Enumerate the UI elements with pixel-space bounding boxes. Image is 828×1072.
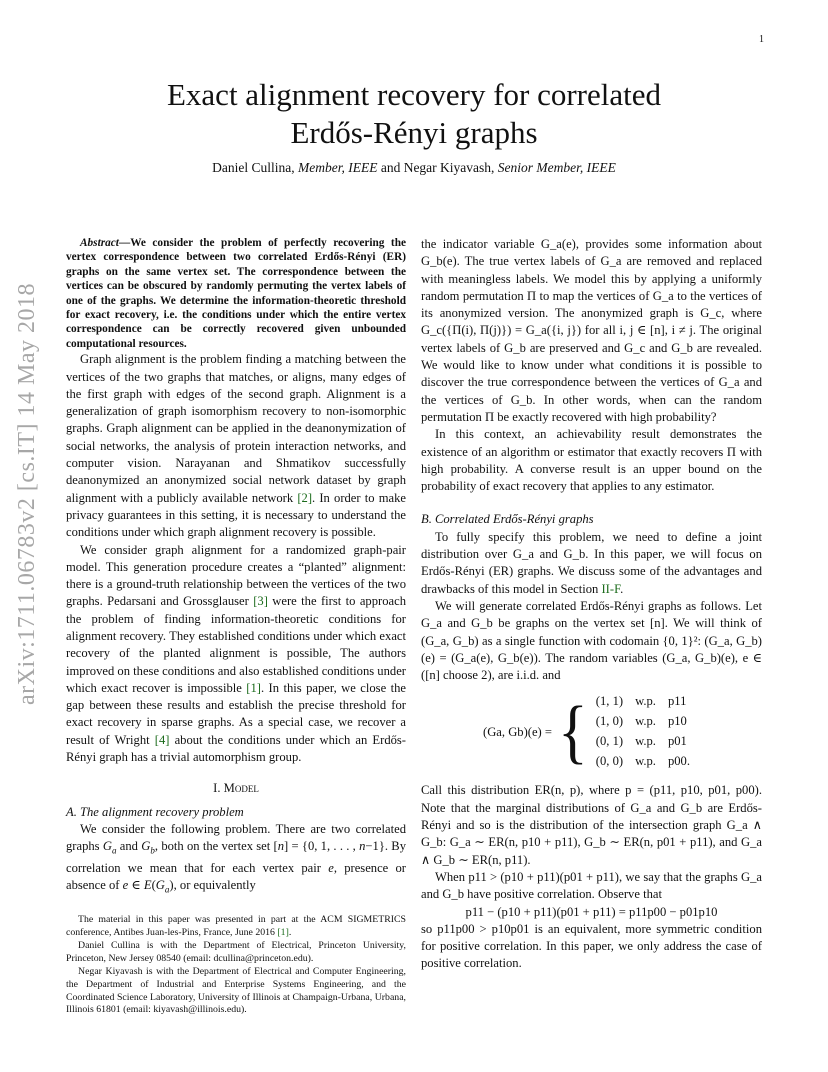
case-wp: w.p. — [635, 754, 656, 769]
text-run: We consider graph alignment for a randomized graph-pair model. This generation procedure creates a “planted” alignment: there is a ground-truth relationship between the vertices of the two graphs. Pedarsani and Grossglauser — [66, 542, 406, 609]
text-run: −1}. By correlation we mean that for each vertex pair — [66, 839, 406, 876]
right-paragraph-6: When p11 > (p10 + p11)(p01 + p11), we say that the graphs G_a and G_b have positive correlation. Observe that — [421, 869, 762, 902]
right-paragraph-2: In this context, an achievability result demonstrates the existence of an algorithm or estimator that exactly recovers Π with high probability. A converse result is an upper bound on the probability of exact recovery that applies to any estimator. — [421, 427, 762, 494]
right-paragraph-3 — [421, 529, 762, 598]
left-brace: { — [558, 693, 588, 772]
author-line — [0, 160, 828, 176]
text-run: ( — [151, 878, 156, 893]
section-heading: I. Model — [213, 781, 259, 796]
abstract — [66, 236, 406, 351]
text-run: Graph alignment is the problem finding a matching between the vertices of the two graphs that matches, or aligns, many edges of the first graph with edges of the second graph. Alignment is a generalization of graph isomorphism recovery to non-isomorphic graphs. Graph alignment can be applied in the deanonymization of social networks, the analysis of protein interaction networks, and computer vision. Narayanan and Shmatikov successfully deanonymized an anonymized social network dataset by graph alignment with a publicly available network — [66, 352, 406, 505]
abstract-text: —We consider the problem of perfectly recovering the vertex correspondence between two correlated Erdős-Rényi (ER) graphs on the same vertex set. The correspondence between the vertices can be obscured by randomly permuting the vertex labels of one of the graphs. We determine the information-theoretic threshold for exact recovery, i.e. the conditions under which the entire vertex correspondence can be correctly recovered given unbounded computational resources. — [66, 237, 406, 350]
footnote-3: Negar Kiyavash is with the Department of Electrical and Computer Engineering, the Department of Industrial and Enterprise Systems Engineering, and the Coordinated Science Laboratory, University of Illinois at Champaign-Urbana, Urbana, Illinois 61801 (email: kiyavash@illinois.edu). — [66, 966, 406, 1016]
title-line-2: Erdős-Rényi graphs — [290, 115, 538, 150]
cases-table — [594, 692, 700, 772]
case-wp: w.p. — [635, 714, 656, 729]
case-value: (1, 0) — [595, 714, 624, 729]
case-value: (1, 1) — [595, 694, 624, 709]
case-wp: w.p. — [635, 694, 656, 709]
case-prob: p11 — [667, 694, 687, 709]
abstract-label: Abstract — [80, 237, 119, 249]
model-paragraph: We consider the following problem. There are two correlated graphs $G_a$ and $G_b$, both on the vertex set [n] = {0, 1, . . . , n−1}. By correlation we mean that for each vertex pair e, presence or absence of e ∈ $E(G_a)$, or equivalently — [66, 821, 407, 895]
text-run: We consider the following problem. There are two correlated graphs — [66, 821, 406, 854]
case-prob: p10 — [667, 714, 687, 729]
footnotes — [66, 914, 406, 1018]
intro-paragraph-2 — [66, 542, 406, 767]
author-2: and Negar Kiyavash, — [380, 160, 495, 175]
author-1-role: Member, IEEE — [297, 160, 378, 175]
text-run: To fully specify this problem, we need to define a joint distribution over G_a and G_b. In this paper, we will focus on Erdős-Rényi (ER) graphs. We discuss some of the advantages and drawbacks of this model in Section — [421, 529, 762, 596]
case-wp: w.p. — [635, 734, 656, 749]
title-line-1: Exact alignment recovery for correlated — [166, 77, 662, 112]
page-number: 1 — [759, 34, 764, 45]
case-row — [594, 712, 700, 732]
citation-link[interactable]: [4] — [154, 732, 170, 747]
right-column — [421, 236, 762, 973]
citation-link[interactable]: [1] — [277, 926, 289, 938]
text-run: . — [288, 926, 292, 938]
case-row — [594, 752, 700, 772]
case-prob: p00. — [667, 754, 690, 769]
text-run: , both on the vertex set [ — [154, 839, 278, 854]
author-2-role: Senior Member, IEEE — [497, 160, 616, 175]
text-run: The material in this paper was presented in part at the ACM SIGMETRICS conference, Antibes Juan-les-Pins, France, June 2016 — [66, 914, 406, 938]
text-run: ), or equivalently — [169, 878, 256, 893]
right-paragraph-7: so p11p00 > p10p01 is an equivalent, more symmetric condition for positive correlation. In this paper, we only address the case of positive correlation. — [421, 921, 762, 971]
equation-lhs: (Ga, Gb)(e) = — [483, 724, 553, 739]
case-row — [594, 732, 700, 752]
case-row — [594, 692, 700, 712]
footnote-1 — [66, 914, 406, 939]
text-run: about the conditions under which an Erdős-Rényi graph has a trivial automorphism group. — [66, 732, 407, 765]
footnote-2: Daniel Cullina is with the Department of Electrical, Princeton University, Princeton, New Jersey 08540 (email: dcullina@princeton.edu). — [66, 940, 406, 964]
text-run: were the first to approach the problem of finding information-theoretic conditions for alignment recovery. They established conditions under which exact recovery of the planted alignment is possible, The authors improved on these conditions and also established conditions under which exact recover is impossible — [66, 594, 406, 695]
subsection-heading: A. The alignment recovery problem — [66, 804, 244, 819]
distribution-equation — [421, 692, 762, 772]
text-run: . — [620, 581, 624, 596]
author-1: Daniel Cullina, — [212, 160, 295, 175]
case-prob: p01 — [667, 734, 687, 749]
citation-link[interactable]: [1] — [246, 680, 261, 695]
text-run: ] = {0, 1, . . . , — [284, 839, 360, 854]
arxiv-stamp[interactable] — [6, 250, 50, 710]
citation-link[interactable]: [3] — [253, 594, 268, 609]
left-column — [66, 236, 406, 899]
text-run: . In this paper, we close the gap between these results and establish the precise threshold for exact recovery in sparse graphs. As a special case, we recover a result of Wright — [66, 680, 406, 747]
text-run: . In order to make privacy guarantees in this setting, it is necessary to understand the conditions under which graph alignment recovery is possible. — [66, 490, 407, 540]
arxiv-stamp-text[interactable]: arXiv:1711.06783v2 [cs.IT] 14 May 2018 — [14, 282, 40, 705]
intro-paragraph-1 — [66, 351, 406, 541]
text-run: ∈ — [128, 878, 144, 893]
section-link[interactable]: II-F — [601, 581, 621, 596]
text-run: , presence or absence of — [66, 861, 407, 893]
right-paragraph-5: Call this distribution ER(n, p), where p = (p11, p10, p01, p00). Note that the marginal distributions of G_a and G_b are Erdős-Rényi and so is the distribution of the intersection graph G_a ∧ G_b: G_a ∼ ER(n, p10 + p11), G_b ∼ ER(n, p01 + p11), and G_a ∧ G_b ∼ ER(n, p11). — [421, 783, 762, 867]
paper-title — [0, 76, 828, 152]
right-paragraph-4: We will generate correlated Erdős-Rényi graphs as follows. Let G_a and G_b be graphs on the vertex set [n]. We will think of (G_a, G_b) as a single function with codomain {0, 1}²: (G_a, G_b)(e) = (G_a(e), G_b(e)). The random variables (G_a, G_b)(e), e ∈ ([n] choose 2), are i.i.d. and — [421, 598, 762, 683]
correlation-equation: p11 − (p10 + p11)(p01 + p11) = p11p00 − p01p10 — [465, 904, 718, 919]
subsection-heading-b: B. Correlated Erdős-Rényi graphs — [421, 512, 594, 527]
case-value: (0, 1) — [595, 734, 624, 749]
case-value: (0, 0) — [595, 754, 624, 769]
text-run: and — [116, 839, 142, 854]
citation-link[interactable]: [2] — [297, 490, 313, 505]
right-paragraph-1: the indicator variable G_a(e), provides some information about G_b(e). The true vertex labels of G_a are removed and replaced with meaningless labels. We model this by applying a uniformly random permutation Π to map the vertices of G_a to the vertices of its anonymized version. The anonymized graph is G_c, where G_c({Π(i), Π(j)}) = G_a({i, j}) for all i, j ∈ [n], i ≠ j. The original vertex labels of G_b are preserved and G_c and G_b are revealed. We would like to know under what conditions it is possible to discover the true correspondence between the vertices of G_a and the vertices of G_b. In other words, when can the random permutation Π be exactly recovered with high probability? — [421, 237, 762, 424]
